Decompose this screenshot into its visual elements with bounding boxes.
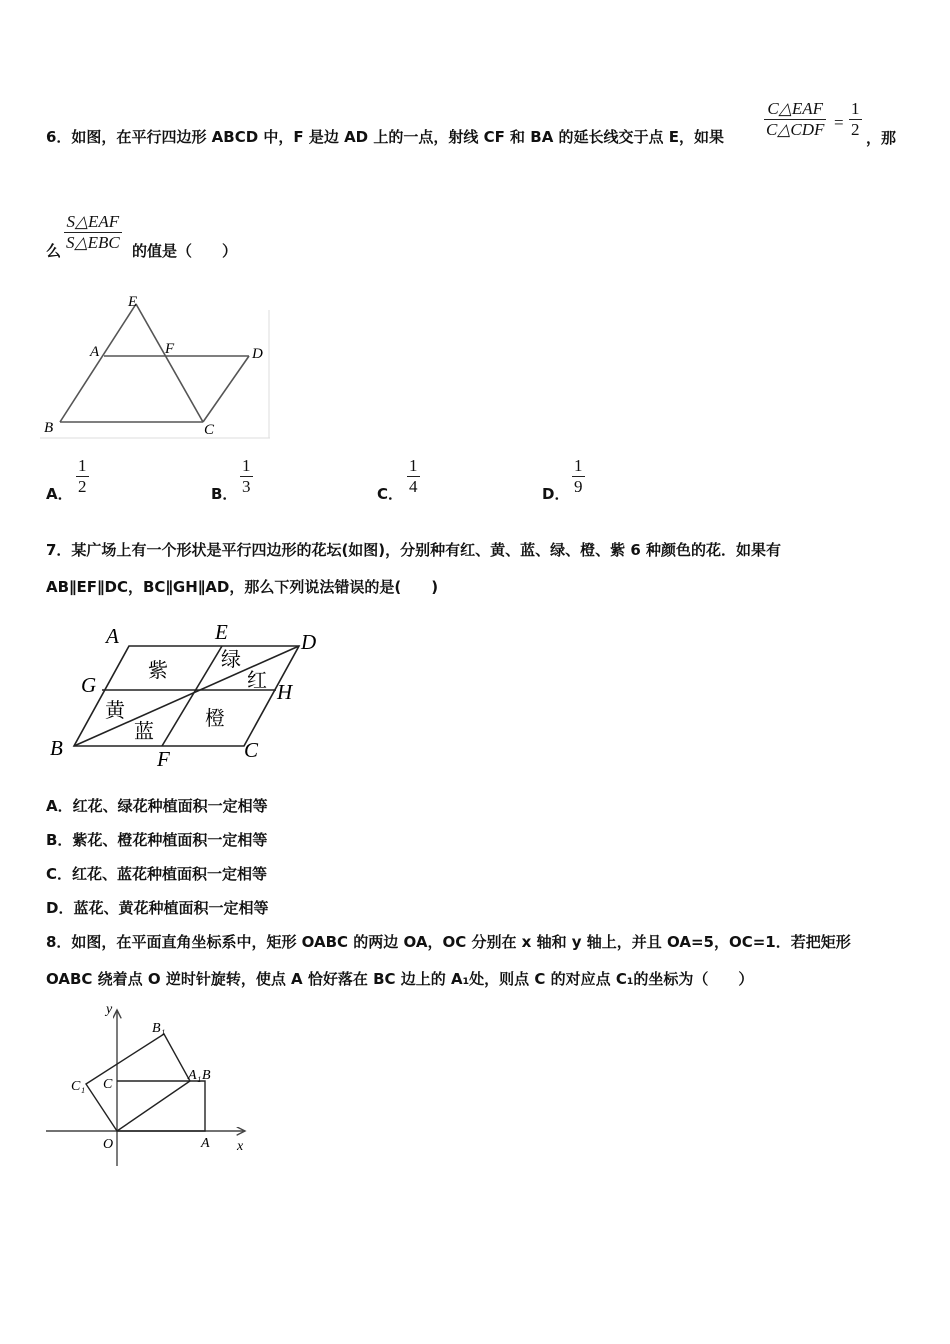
- q8-rotated-rectangle: [86, 1034, 190, 1131]
- q6-label-d: D: [252, 346, 263, 362]
- q6-option-d[interactable]: [542, 483, 569, 504]
- q6-option-a-den: 2: [78, 477, 87, 496]
- q6-option-b-letter: B．: [211, 485, 238, 503]
- q6-stem-text: 6．如图，在平行四边形 ABCD 中，F 是边 AD 上的一点，射线 CF 和 BA 的延长线交于点 E，如果: [46, 128, 725, 146]
- q8-label-c1: C₁: [71, 1079, 86, 1094]
- q7-region-purple: 紫: [148, 660, 168, 682]
- q6-stem-line1: [46, 127, 724, 147]
- q6-area-ratio: [64, 212, 122, 253]
- q8-label-c: C: [103, 1077, 113, 1092]
- q7-region-orange: 橙: [205, 708, 225, 730]
- q8-label-a: A: [201, 1136, 210, 1151]
- q8-label-x: x: [237, 1139, 244, 1154]
- q6-stem-tail: ，那: [866, 129, 897, 147]
- q7-region-blue: 蓝: [134, 721, 154, 743]
- q6-option-b-den: 3: [242, 477, 251, 496]
- q6-equals-sign: =: [834, 113, 844, 132]
- q7-label-c: C: [244, 738, 259, 762]
- q6-option-b-num: 1: [242, 456, 251, 475]
- q8-label-b: B: [202, 1068, 211, 1083]
- q6-option-d-value: [572, 456, 585, 497]
- q6-ratio-numerator: C△EAF: [767, 99, 823, 118]
- q6-option-a[interactable]: [46, 483, 73, 504]
- q6-label-f: F: [165, 341, 175, 357]
- q8-figure: [40, 998, 255, 1168]
- q6-area-denominator: S△EBC: [66, 233, 120, 252]
- q6-ratio-value: [849, 99, 862, 140]
- q6-option-c[interactable]: [377, 483, 403, 504]
- q8-label-y: y: [106, 1002, 113, 1017]
- q6-option-c-value: [407, 456, 420, 497]
- q6-option-a-value: [76, 456, 89, 497]
- q6-option-d-den: 9: [574, 477, 583, 496]
- q7-diagonal-bd: [74, 646, 299, 746]
- q7-stem-line1: 7．某广场上有一个形状是平行四边形的花坛(如图)，分别种有红、黄、蓝、绿、橙、紫 6 种颜色的花．如果有: [46, 541, 782, 559]
- q8-label-a1: A₁: [188, 1068, 202, 1083]
- q6-option-a-letter: A．: [46, 485, 73, 503]
- q7-region-red: 红: [247, 670, 267, 692]
- q7-label-a: A: [106, 624, 119, 648]
- q7-stem-line2: AB∥EF∥DC，BC∥GH∥AD，那么下列说法错误的是( ): [46, 578, 439, 596]
- q6-option-b-value: [240, 456, 253, 497]
- q6-label-c: C: [204, 422, 215, 438]
- q7-label-g: G: [81, 673, 97, 697]
- q6-ratio-denominator: C△CDF: [766, 120, 825, 139]
- q6-label-a: A: [90, 344, 100, 360]
- q6-option-c-num: 1: [409, 456, 418, 475]
- q7-label-b: B: [50, 736, 63, 760]
- q6-option-a-num: 1: [78, 456, 87, 475]
- q6-option-b[interactable]: [211, 483, 237, 504]
- q7-option-b[interactable]: B．紫花、橙花种植面积一定相等: [46, 831, 268, 849]
- q6-label-e: E: [128, 294, 138, 310]
- q6-ratio-value-den: 2: [851, 120, 860, 139]
- q6-option-c-letter: C．: [377, 485, 404, 503]
- q7-figure: [44, 618, 334, 778]
- q6-area-numerator: S△EAF: [66, 212, 120, 231]
- q7-option-a[interactable]: A．红花、绿花种植面积一定相等: [46, 797, 268, 815]
- q6-option-d-num: 1: [574, 456, 583, 475]
- q6-stem-line2-suffix: 的值是（ ）: [132, 242, 238, 260]
- q7-option-d[interactable]: D．蓝花、黄花种植面积一定相等: [46, 899, 269, 917]
- q7-label-h: H: [277, 680, 293, 704]
- q6-perimeter-ratio: [764, 99, 826, 140]
- q7-option-c[interactable]: C．红花、蓝花种植面积一定相等: [46, 865, 268, 883]
- q7-label-f: F: [157, 747, 170, 771]
- q6-option-c-den: 4: [409, 477, 418, 496]
- q6-ratio-value-num: 1: [851, 99, 860, 118]
- q7-label-d: D: [301, 630, 317, 654]
- q6-stem-line2-prefix: 么: [46, 242, 62, 260]
- q8-rectangle-oabc: [117, 1081, 205, 1131]
- q8-label-o: O: [103, 1137, 114, 1152]
- q8-label-b1: B₁: [152, 1021, 166, 1036]
- q7-region-green: 绿: [221, 649, 241, 671]
- q6-option-d-letter: D．: [542, 485, 570, 503]
- q6-label-b: B: [44, 420, 54, 436]
- q7-region-yellow: 黄: [105, 700, 125, 722]
- q8-stem-line2: OABC 绕着点 O 逆时针旋转，使点 A 恰好落在 BC 边上的 A₁处，则点 C 的对应点 C₁的坐标为（ ）: [46, 970, 754, 988]
- q6-figure: [40, 290, 275, 440]
- q8-stem-line1: 8．如图，在平面直角坐标系中，矩形 OABC 的两边 OA，OC 分别在 x 轴和 y 轴上，并且 OA=5，OC=1．若把矩形: [46, 933, 851, 951]
- q7-label-e: E: [215, 620, 228, 644]
- q7-segment-ef: [162, 646, 222, 746]
